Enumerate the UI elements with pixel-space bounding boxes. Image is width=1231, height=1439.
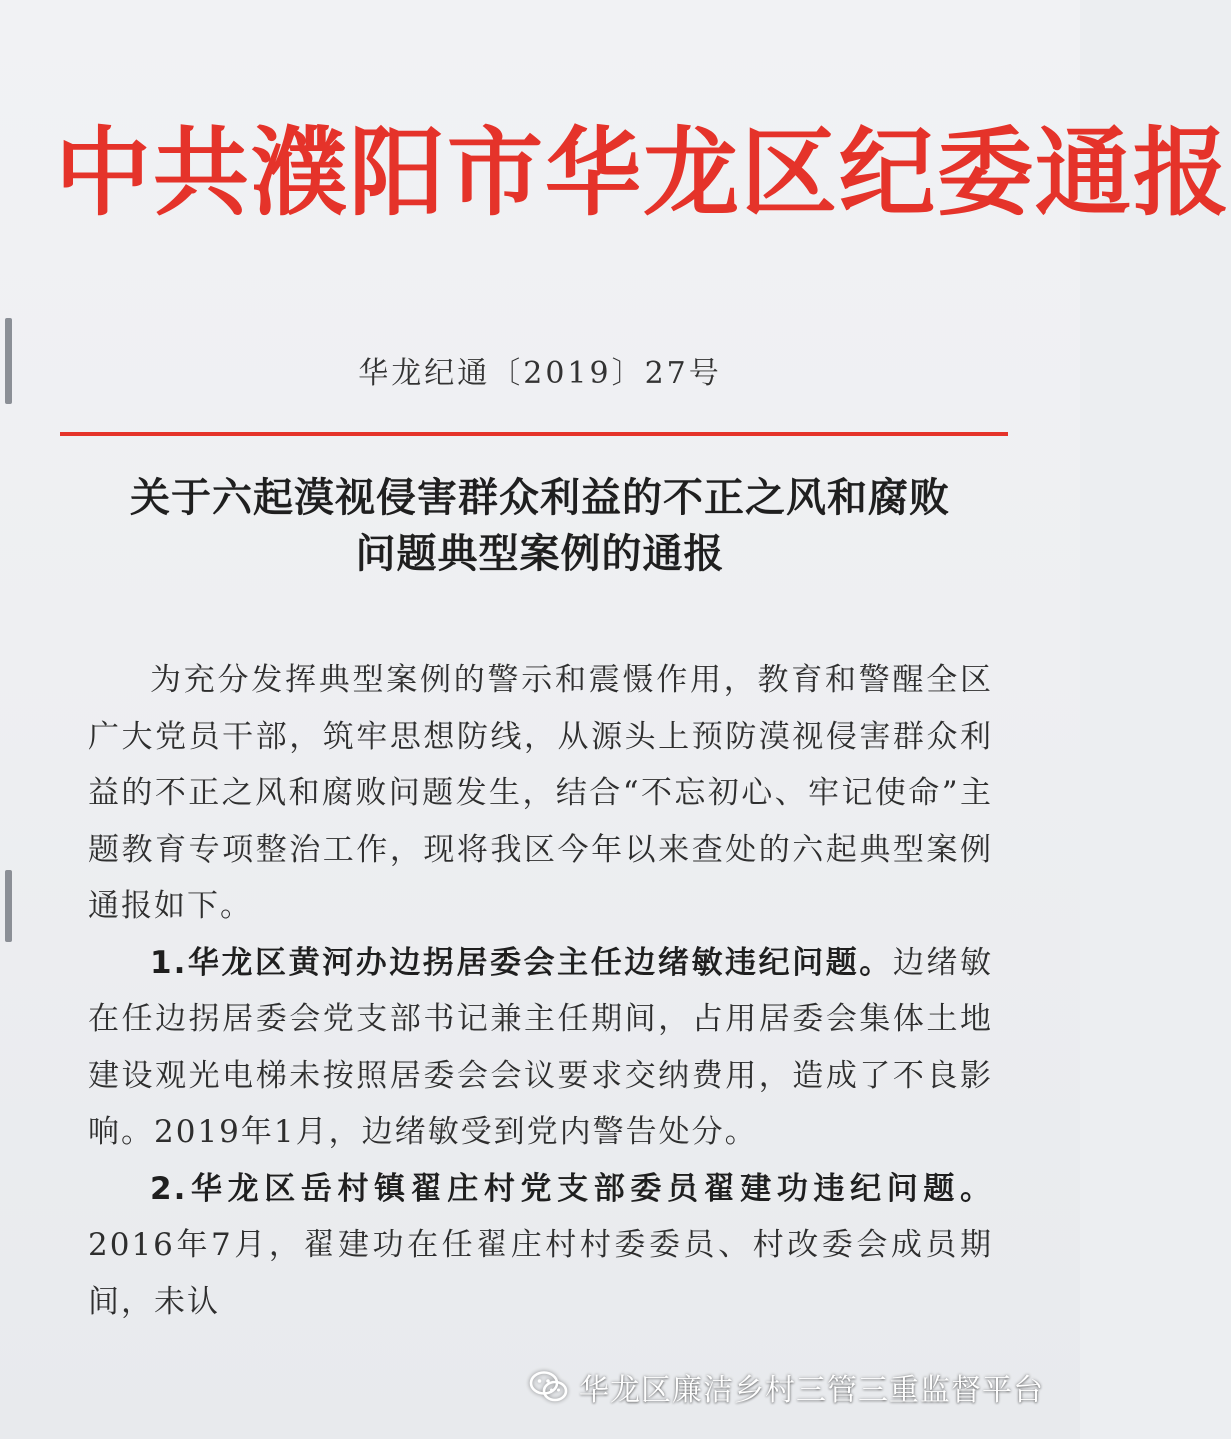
- case-paragraph: [88, 935, 993, 1161]
- watermark-text: 华龙区廉洁乡村三管三重监督平台: [579, 1373, 1044, 1408]
- staple-mark: [5, 870, 12, 942]
- document-number: 华龙纪通〔2019〕27号: [358, 356, 722, 391]
- intro-paragraph: 为充分发挥典型案例的警示和震慑作用，教育和警醒全区广大党员干部，筑牢思想防线，从源头上预防漠视侵害群众利益的不正之风和腐败问题发生，结合“不忘初心、牢记使命”主题教育专项整治工作，现将我区今年以来查处的六起典型案例通报如下。: [88, 662, 993, 924]
- notice-title: [60, 470, 1020, 582]
- case-body: 边绪敏在任边拐居委会党支部书记兼主任期间，占用居委会集体土地建设观光电梯未按照居委会会议要求交纳费用，造成了不良影响。2019年1月，边绪敏受到党内警告处分。: [88, 944, 993, 1150]
- masthead-title: 中共濮阳市华龙区纪委通报: [55, 117, 1231, 229]
- case-paragraph: [88, 1161, 993, 1331]
- wechat-icon: [529, 1370, 569, 1404]
- case-heading: 2.华龙区岳村镇翟庄村党支部委员翟建功违纪问题。: [150, 1170, 993, 1207]
- notice-title-line: 关于六起漠视侵害群众利益的不正之风和腐败: [130, 475, 950, 521]
- notice-title-line: 问题典型案例的通报: [355, 531, 725, 577]
- wechat-watermark: [529, 1365, 1044, 1409]
- notice-body: [88, 652, 993, 1330]
- case-body: 2016年7月，翟建功在任翟庄村村委委员、村改委会成员期间，未认: [88, 1227, 993, 1320]
- red-divider: [60, 432, 1008, 436]
- case-heading: 1.华龙区黄河办边拐居委会主任边绪敏违纪问题。: [150, 944, 893, 981]
